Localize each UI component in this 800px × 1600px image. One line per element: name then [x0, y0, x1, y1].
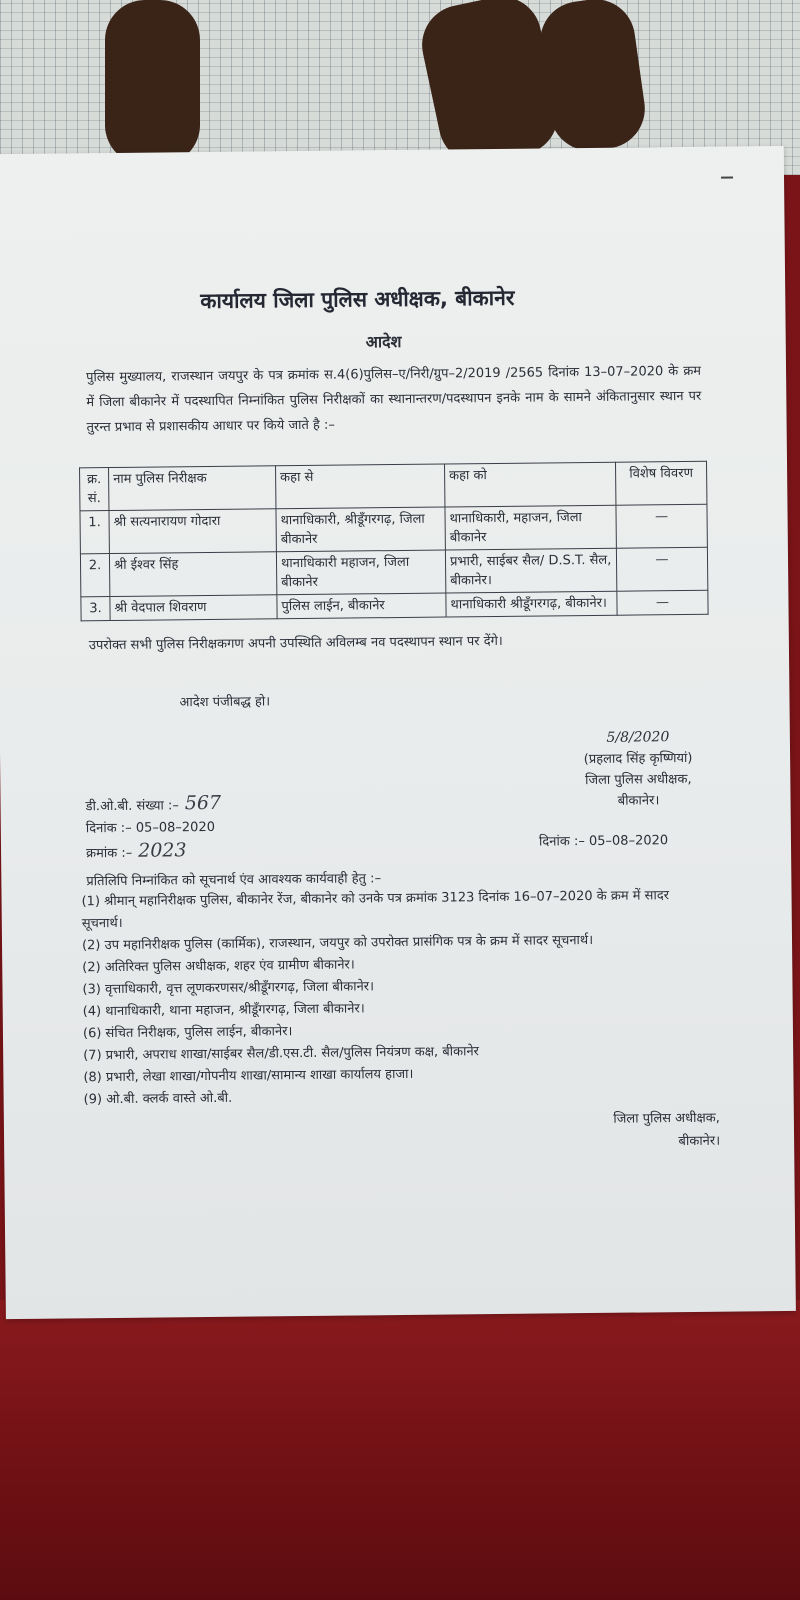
table-row: [80, 547, 707, 597]
row-to: थानाधिकारी श्रीडूँगरगढ़, बीकानेर।: [446, 591, 617, 617]
signatory-2-place: बीकानेर।: [678, 1133, 721, 1150]
cc-list: [81, 885, 713, 1112]
serial-number: 2023: [138, 839, 187, 862]
list-item: (6) संचित निरीक्षक, पुलिस लाईन, बीकानेर।: [82, 1024, 293, 1042]
row-serial: 3.: [81, 597, 110, 621]
holding-finger-left: [105, 0, 200, 165]
row-name: श्री वेदपाल शिवराण: [110, 595, 277, 621]
ob-label: डी.ओ.बी. संख्या :–: [85, 798, 179, 815]
list-item: (2) अतिरिक्त पुलिस अधीक्षक, शहर एंव ग्रामीण बीकानेर।: [82, 957, 355, 976]
header-to: कहा को: [445, 462, 616, 507]
red-cloth-background: [0, 1300, 800, 1600]
row-name: श्री ईश्वर सिंह: [109, 552, 276, 597]
list-item: (1) श्रीमान् महानिरीक्षक पुलिस, बीकानेर रेंज, बीकानेर को उनके पत्र क्रमांक 3123 दिनांक 16–07–2020 के क्रम में सादर सूचनार्थ।: [81, 888, 670, 932]
list-item: (7) प्रभारी, अपराध शाखा/साईबर सैल/डी.एस.टी. सैल/पुलिस नियंत्रण कक्ष, बीकानेर: [83, 1044, 480, 1064]
margin-mark: [721, 176, 733, 178]
list-item: (8) प्रभारी, लेखा शाखा/गोपनीय शाखा/सामान्य शाखा कार्यालय हाजा।: [83, 1066, 414, 1086]
report-instruction: उपरोक्त सभी पुलिस निरीक्षकगण अपनी उपस्थिति अविलम्ब नव पदस्थापन स्थान पर देंगे।: [88, 633, 503, 654]
row-serial: 1.: [80, 511, 109, 554]
row-from: पुलिस लाईन, बीकानेर: [277, 593, 446, 619]
header-from: कहा से: [276, 464, 445, 509]
serial-line: [86, 839, 222, 865]
signatory-designation: जिला पुलिस अधीक्षक,: [584, 771, 692, 789]
row-to: प्रभारी, साईबर सैल/ D.S.T. सैल, बीकानेर।: [445, 548, 616, 593]
row-from: थानाधिकारी महाजन, जिला बीकानेर: [276, 550, 445, 595]
row-serial: 2.: [80, 554, 109, 597]
cc-intro: प्रतिलिपि निम्नांकित को सूचनार्थ एंव आवश्यक कार्यवाही हेतु :–: [86, 871, 382, 890]
signature-date: 5/8/2020: [606, 729, 670, 746]
order-paper: [0, 146, 796, 1319]
serial-label: क्रमांक :–: [85, 845, 133, 862]
table-row: [81, 590, 708, 621]
list-item: (4) थानाधिकारी, थाना महाजन, श्रीडूँगरगढ़, जिला बीकानेर।: [82, 1001, 365, 1020]
header-remark: विशेष विवरण: [615, 461, 706, 505]
intro-paragraph: पुलिस मुख्यालय, राजस्थान जयपुर के पत्र क्रमांक स.4(6)पुलिस–ए/निरी/ग्रुप–2/2019 /2565 दिनांक 13–07–2020 के क्रम में जिला बीकानेर में पदस्थापित निम्नांकित पुलिस निरीक्षकों का स्थानान्तरण/पदस्थापन इनके नाम के सामने अंकितानुसार स्थान पर तुरन्त प्रभाव से प्रशासकीय आधार पर किये जाते है :–: [86, 363, 702, 436]
table-row: [80, 504, 707, 554]
signatory-date: दिनांक :– 05–08–2020: [538, 833, 669, 850]
ob-line: [85, 792, 221, 818]
reference-block: [85, 792, 221, 865]
ref-date: दिनांक :– 05–08–2020: [85, 819, 216, 837]
signatory-2-designation: जिला पुलिस अधीक्षक,: [613, 1110, 720, 1127]
signature-block-2: [560, 1107, 720, 1155]
transfer-table: [79, 461, 709, 622]
row-remark: —: [616, 504, 707, 548]
office-title: कार्यालय जिला पुलिस अधीक्षक, बीकानेर: [200, 285, 515, 314]
list-item: (3) वृत्ताधिकारी, वृत्त लूणकरणसर/श्रीडूँगरगढ़, जिला बीकानेर।: [82, 979, 375, 998]
row-to: थानाधिकारी, महाजन, जिला बीकानेर: [445, 505, 616, 550]
row-from: थानाधिकारी, श्रीडूँगरगढ़, जिला बीकानेर: [276, 507, 445, 552]
list-item: (2) उप महानिरीक्षक पुलिस (कार्मिक), राजस्थान, जयपुर को उपरोक्त प्रासंगिक पत्र के क्रम में सादर सूचनार्थ।: [81, 932, 594, 954]
table-header-row: [80, 461, 707, 511]
header-serial: क्र. सं.: [80, 468, 109, 511]
list-item: (9) ओ.बी. क्लर्क वास्ते ओ.बी.: [83, 1090, 233, 1108]
register-instruction: आदेश पंजीबद्ध हो।: [179, 694, 271, 711]
row-remark: —: [616, 547, 707, 591]
signature-block-1: [548, 727, 729, 813]
signatory-name: (प्रहलाद सिंह कृष्णियां): [583, 750, 693, 768]
row-name: श्री सत्यनारायण गोदारा: [109, 509, 276, 554]
row-remark: —: [617, 590, 708, 615]
ob-number: 567: [184, 791, 222, 815]
signatory-place: बीकानेर।: [617, 793, 660, 809]
header-name: नाम पुलिस निरीक्षक: [109, 466, 276, 511]
order-heading: आदेश: [365, 331, 402, 352]
